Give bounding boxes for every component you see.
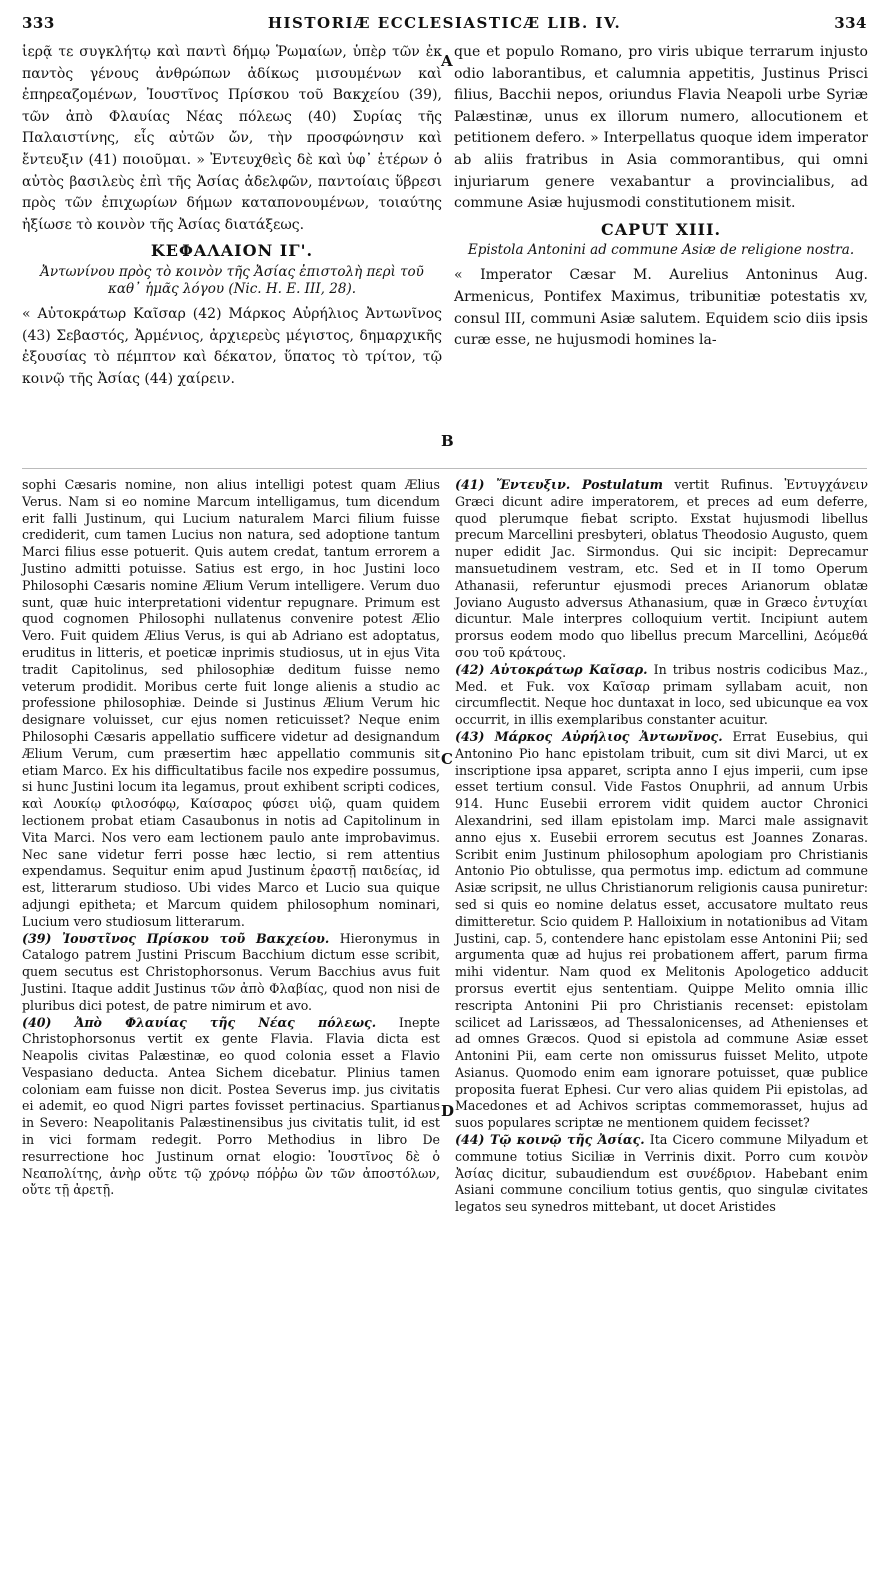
note-39-lemma: (39) Ἰουστῖνος Πρίσκου τοῦ Βακχείου. (22, 930, 330, 946)
notes-left-column (22, 477, 440, 1199)
running-title: HISTORIÆ ECCLESIASTICÆ LIB. IV. (267, 14, 622, 32)
greek-chapter-heading: ΚΕΦΑΛΑΙΟΝ ΙΓ'. (150, 241, 314, 261)
latin-paragraph-2: « Imperator Cæsar M. Aurelius Antoninus Aug. Armenicus, Pontifex Maximus, tribunitiæ potestatis xv, consul III, communi Asiæ salutem. Equidem scio diis ipsis curæ esse, ne hujusmodi homines la- (454, 267, 868, 349)
latin-chapter-heading: CAPUT XIII. (600, 219, 722, 239)
page-number-left: 333 (22, 14, 55, 32)
note-44 (455, 1132, 868, 1216)
note-43-lemma: (43) Μάρκος Αὐρήλιος Ἀντωνῖνος. (455, 728, 723, 744)
note-39-body: Hieronymus in Catalogo patrem Justini Priscum Bacchium dictum esse scribit, quem secutus est Christophorsonus. Verum Bacchius avus fuit Justini. Itaque addit Justinus τῶν ἀπὸ Φλαβίας, quod non nisi de pluribus dici potest, de patre nimirum et avo. (22, 930, 440, 1013)
note-42-lemma: (42) Αὐτοκράτωρ Καῖσαρ. (455, 661, 648, 677)
note-40-lemma: (40) Ἀπὸ Φλαυίας τῆς Νέας πόλεως. (22, 1014, 377, 1030)
note-40-body: Inepte Christophorsonus vertit ex gente Flavia. Flavia dicta est Neapolis civitas Palæstinæ, eo quod colonia esset a Flavio Vespasiano deducta. Antea Sichem dicebatur. Plinius tamen coloniam eam fuisse non dicit. Postea Severus imp. jus civitatis ei ademit, eo quod Nigri partes fovisset pertinacius. Spartianus in Severo: Neapolitanis Palæstinensibus jus civitatis tulit, id est in vici formam redegit. Porro Methodius in libro De resurrectione hoc Justinum ornat elogio: Ἰουστῖνος δὲ ὁ Νεαπολίτης, ἀνὴρ οὔτε τῷ χρόνῳ πόῤῥω ὢν τῶν ἀποστόλων, οὔτε τῇ ἀρετῇ. (22, 1014, 440, 1198)
page-header (22, 14, 867, 38)
section-divider (22, 468, 867, 469)
note-42-body: In tribus nostris codicibus Maz., Med. et Fuk. vox Καῖσαρ primam syllabam acuit, non circumflectit. Neque hoc duntaxat in loco, sed ubicunque ea vox occurrit, in illis exemplaribus constanter acuitur. (455, 661, 868, 728)
note-41-lemma: (41) Ἔντευξιν. Postulatum (455, 477, 663, 492)
note-41-body: vertit Rufinus. Ἐντυγχάνειν Græci dicunt adire imperatorem, et preces ad eum deferre, quod plerumque fiebat scripto. Exstat hujusmodi libellus precum Marcellini presbyteri, oblatus Theodosio Augusto, quem nuper edidit Jac. Sirmondus. Qui sic incipit: Deprecamur mansuetudinem vestram, etc. Sed et in II tomo Operum Athanasii, referuntur ejusmodi preces Arianorum oblatæ Joviano Augusto adversus Athanasium, quæ in Græco ἐντυχίαι dicuntur. Male interpres colloquium vertit. Incipiunt autem prorsus eodem modo quo libellus precum Marcellini, Δεόμεθά σου τοῦ κράτους. (455, 477, 868, 660)
greek-paragraph-1: ἱερᾷ τε συγκλήτῳ καὶ παντὶ δήμῳ Ῥωμαίων, ὑπὲρ τῶν ἐκ παντὸς γένους ἀνθρώπων ἀδίκως μισουμένων καὶ ἐπηρεαζομένων, Ἰουστῖνος Πρίσκου τοῦ Βακχείου (39), τῶν ἀπὸ Φλαυίας Νέας πόλεως (40) Συρίας τῆς Παλαιστίνης, εἷς αὐτῶν ὤν, τὴν προσφώνησιν καὶ ἔντευξιν (41) ποιοῦμαι. » Ἐντευχθεὶς δὲ καὶ ὑφ᾽ ἑτέρων ὁ αὐτὸς βασιλεὺς ἐπὶ τῆς Ἀσίας ἀδελφῶν, παντοίαις ὕβρεσι πρὸς τῶν ἐπιχωρίων δήμων καταπονουμένων, τοιαύτης ἠξίωσε τὸ κοινὸν τῆς Ἀσίας διατάξεως. (22, 44, 442, 233)
margin-letter-a: A (441, 52, 453, 70)
note-42 (455, 662, 868, 729)
greek-chapter-subtitle: Ἀντωνίνου πρὸς τὸ κοινὸν τῆς Ἀσίας ἐπιστολὴ περὶ τοῦ καθ᾽ ἡμᾶς λόγου (Nic. H. E. III, 28). (40, 263, 424, 297)
margin-letter-b: B (441, 432, 454, 450)
note-continuation: sophi Cæsaris nomine, non alius intelligi potest quam Ælius Verus. Nam si eo nomine Marcum intelligamus, tum dicendum erit falli Justinum, qui Lucium naturalem Marci filium fuisse crediderit, cum tamen Lucius non natura, sed adoptione tantum Marci filius esse potuerit. Quis autem credat, tantum errorem a Justino admitti potuisse. Satius est ergo, in hoc Justini loco Philosophi Cæsaris nomine Ælium Verum intelligere. Verum duo sunt, quæ huic interpretationi videntur repugnare. Primum est quod cognomen Philosophi nullatenus convenire potest Ælio Vero. Fuit quidem Ælius Verus, is qui ab Adriano est adoptatus, eruditus in litteris, et poeticæ inprimis studiosus, ut in ejus Vita tradit Capitolinus, sed philosophiæ deditum fuisse nemo veterum prodidit. Moribus certe fuit longe alienis a studio ac professione philosophiæ. Deinde si Justinus Ælium Verum hic designare voluisset, cur ejus nomen reticuisset? Neque enim Philosophi Cæsaris appellatio sufficere videtur ad designandum Ælium Verum, cum præsertim hæc appellatio communis sit etiam Marco. Ex his difficultatibus facile nos expedire possumus, si hunc Justini locum ita legamus, prout exhibent scripti codices, καὶ Λουκίῳ φιλοσόφῳ, Καίσαρος φύσει υἱῷ, quam quidem lectionem probat etiam Casaubonus in notis ad Capitolinum in Vita Marci. Nos vero eam lectionem paulo ante improbavimus. Nec sane videtur ferri posse hæc lectio, si rem attentius expendamus. Sequitur enim apud Justinum ἐραστῇ παιδείας, id est, litterarum studioso. Ubi vides Marco et Lucio sua quique adjungi epitheta; et Marcum quidem philosophum nominari, Lucium vero studiosum litterarum. (22, 477, 440, 929)
note-40 (22, 1015, 440, 1200)
note-39 (22, 931, 440, 1015)
note-43-body: Errat Eusebius, qui Antonino Pio hanc epistolam tribuit, cum sit divi Marci, ut ex inscriptione ipsa apparet, scripta anno I ejus imperii, cum ipse esset tertium consul. Vide Fastos Onuphrii, ad annum Urbis 914. Hunc Eusebii errorem vidit quidem auctor Chronici Alexandrini, sed illam epistolam imp. Marci male assignavit anno ejus x. Eusebii errorem secutus est Joannes Zonaras. Scribit enim Justinum philosophum apologiam pro Christianis Antonio Pio obtulisse, qua permotus imp. edictum ad commune Asiæ scripsit, ne ullus Christianorum religionis causa puniretur: sed si quis eo nomine delatus esset, accusatore multato reus dimitteretur. Scio quidem P. Halloixium in notationibus ad Vitam Justini, cap. 5, contendere hanc epistolam esse Antonini Pii; sed argumenta quæ ad hujus rei probationem affert, parum firma mihi videntur. Nam quod ex Melitonis Apologetico adducit prorsus evertit ejus sententiam. Quippe Melito omnia illic rescripta Antonini Pii pro Christianis recenset: epistolam scilicet ad Larissæos, ad Thessalonicenses, ad Athenienses et ad omnes Græcos. Quod si epistola ad commune Asiæ esset Antonini Pii, eam certe non omissurus fuisset Melito, utpote Asianus. Quomodo enim eam ignorare potuisset, quæ publice proposita fuerat Ephesi. Cur vero alias quidem Pii epistolas, ad Macedones et ad Achivos scriptas commemorasset, hujus ad suos populares scriptæ ne mentionem quidem fecisset? (455, 728, 868, 1131)
latin-paragraph-1: que et populo Romano, pro viris ubique terrarum injusto odio laborantibus, et calumnia appetitis, Justinus Prisci filius, Bacchii nepos, oriundus Flavia Neapoli urbe Syriæ Palæstinæ, unus ex illorum numero, allocutionem et petitionem defero. » Interpellatus quoque idem imperator ab aliis fratribus in Asia commorantibus, qui omni injuriarum genere vexabantur a provincialibus, ad commune Asiæ hujusmodi constitutionem misit. (454, 44, 868, 212)
note-43 (455, 729, 868, 1132)
note-41 (455, 477, 868, 662)
margin-letter-d: D (441, 1102, 455, 1120)
greek-paragraph-2: « Αὐτοκράτωρ Καῖσαρ (42) Μάρκος Αὐρήλιος Ἀντωνῖνος (43) Σεβαστός, Ἀρμένιος, ἀρχιερεὺς μέγιστος, δημαρχικῆς ἐξουσίας τὸ πέμπτον καὶ δέκατον, ὕπατος τὸ τρίτον, τῷ κοινῷ τῆς Ἀσίας (44) χαίρειν. (22, 305, 442, 387)
margin-letter-c: C (441, 750, 453, 768)
latin-chapter-subtitle: Epistola Antonini ad commune Asiæ de religione nostra. (467, 242, 855, 259)
notes-right-column (455, 477, 868, 1216)
greek-text-column (22, 42, 442, 390)
note-44-body: Ita Cicero commune Milyadum et commune totius Siciliæ in Verrinis dixit. Porro cum κοινὸν Ἀσίας dicitur, subaudiendum est συνέδριον. Habebant enim Asiani commune concilium totius gentis, quo singulæ civitates legatos seu synedros mittebant, ut docet Aristides (455, 1132, 868, 1215)
note-44-lemma: (44) Τῷ κοινῷ τῆς Ἀσίας. (455, 1132, 645, 1148)
latin-text-column (454, 42, 868, 352)
page-number-right: 334 (834, 14, 867, 32)
